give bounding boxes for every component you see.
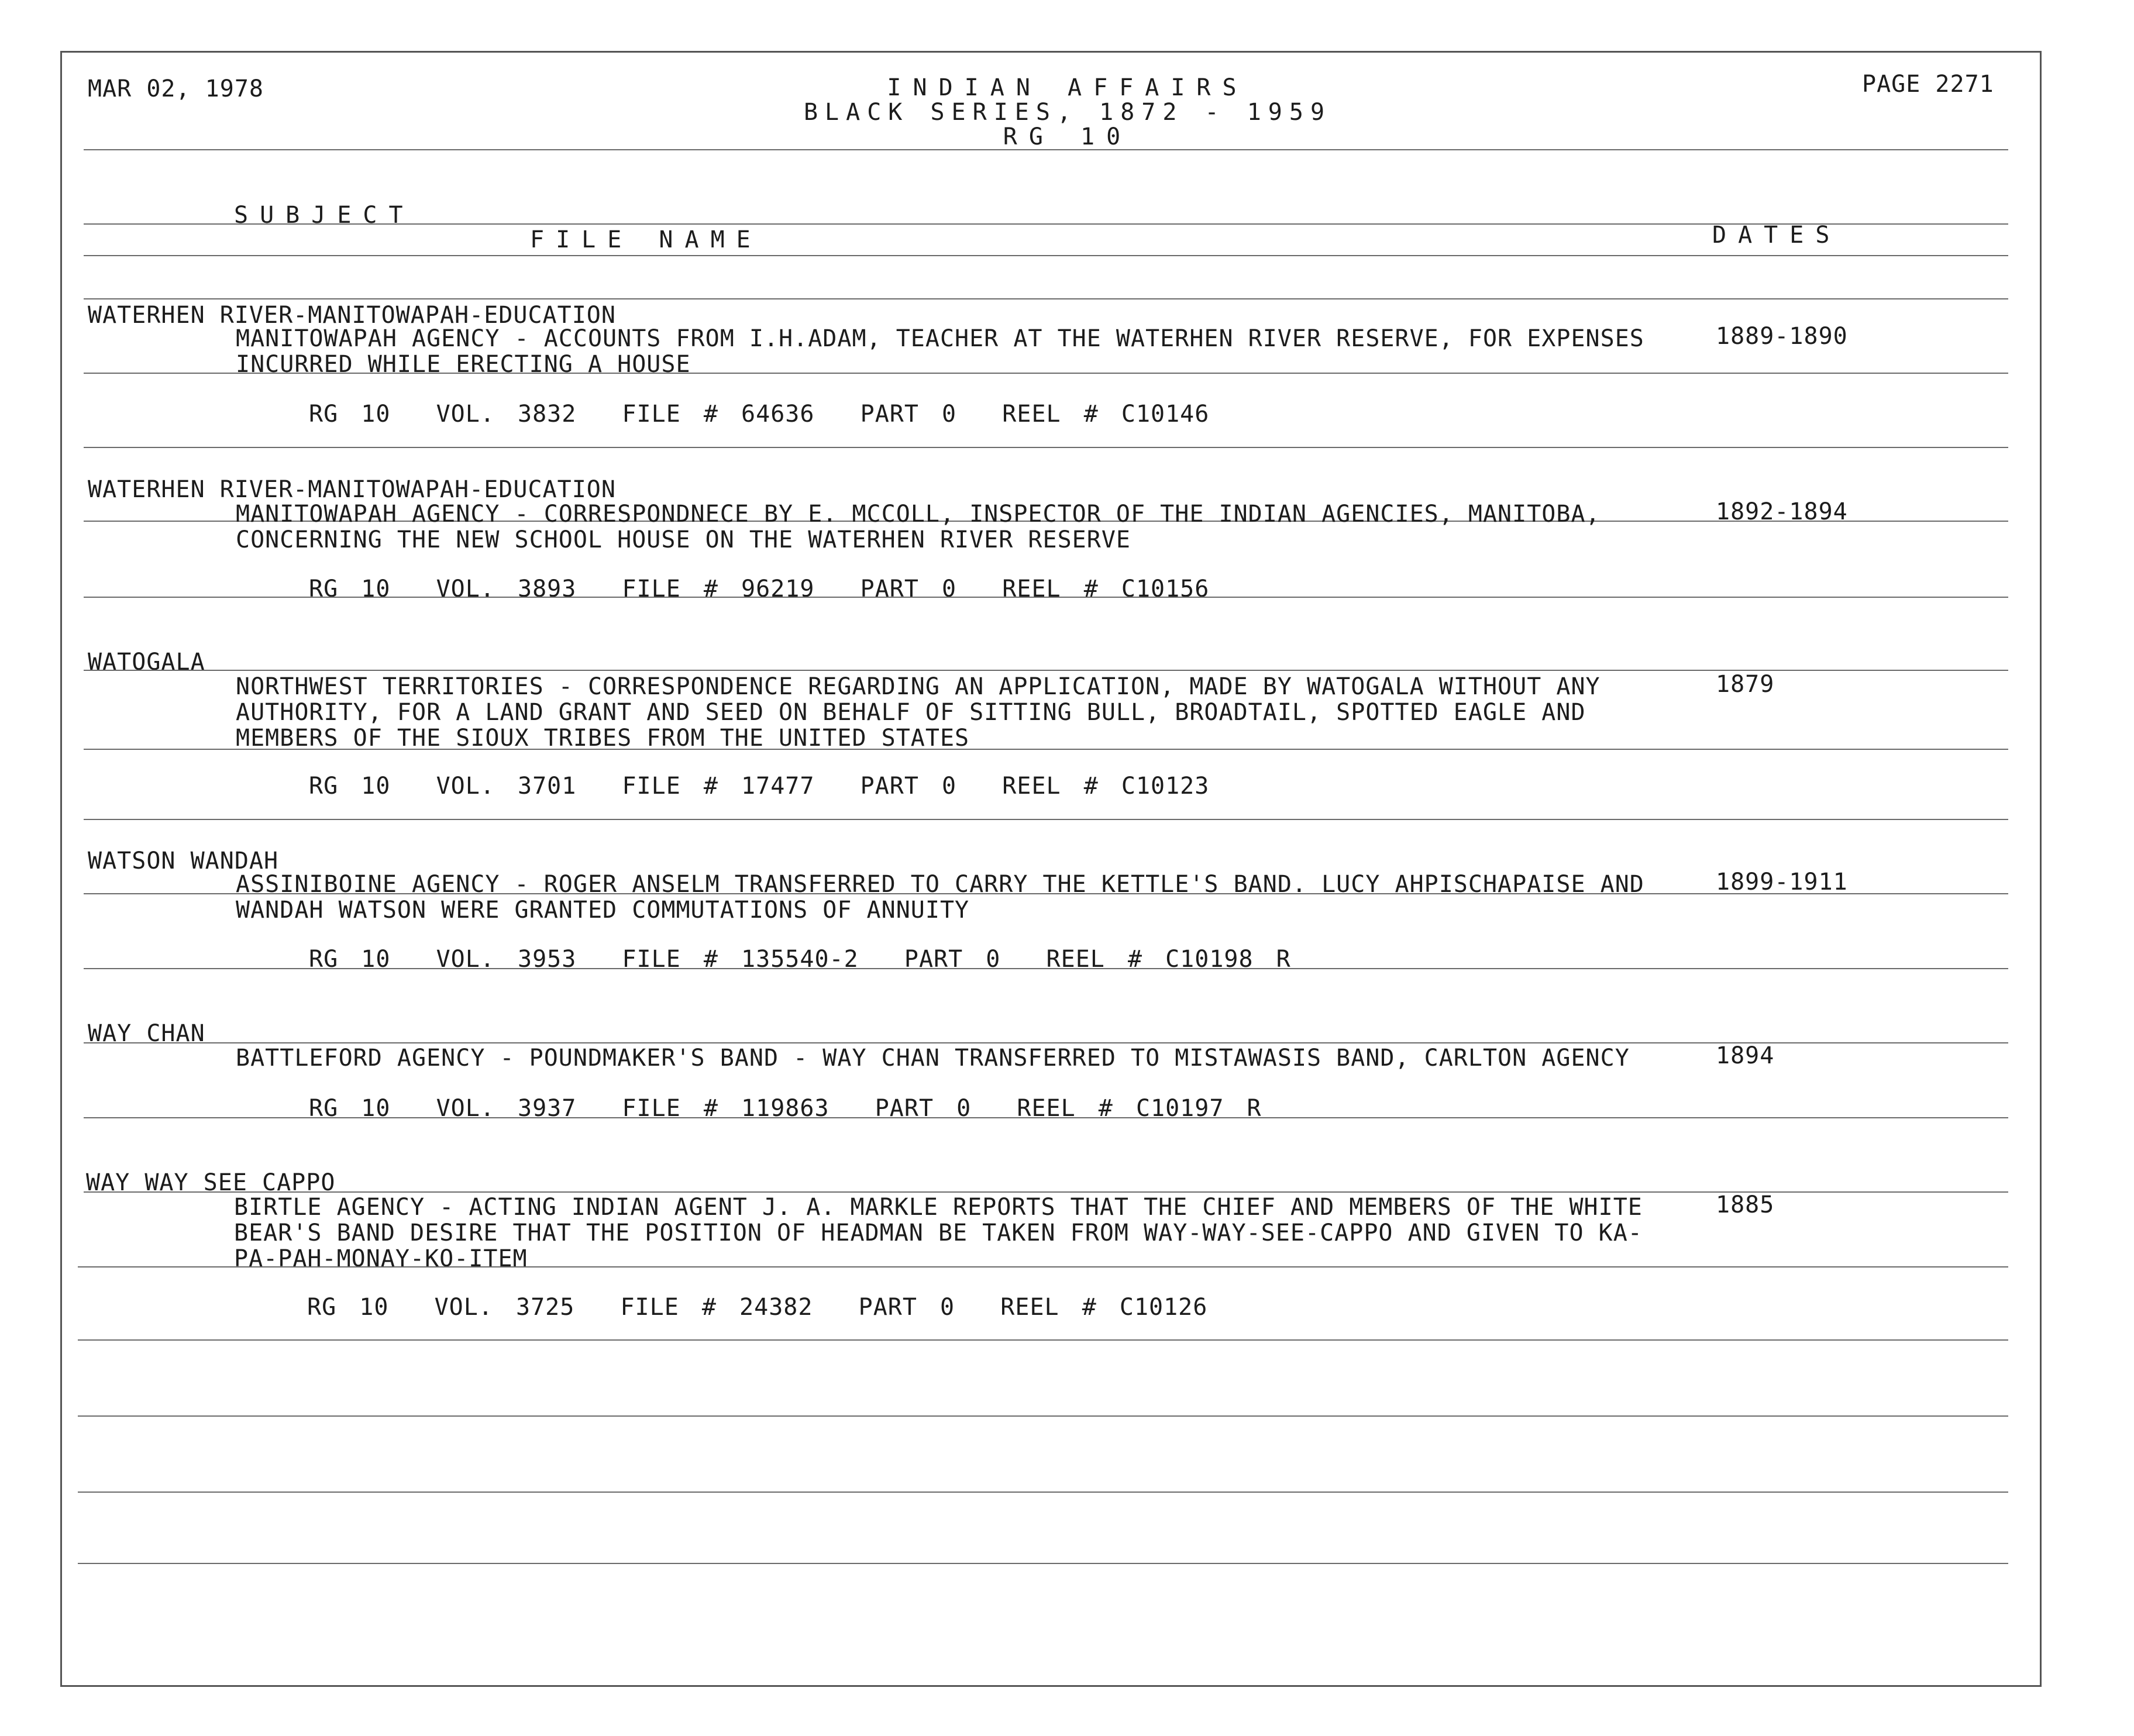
divider [84,819,2008,820]
divider [78,1266,2008,1267]
entry-file-name: BATTLEFORD AGENCY - POUNDMAKER'S BAND - WAY CHAN TRANSFERRED TO MISTAWASIS BAND, CARLTON AGENCY [236,1045,1630,1072]
entry-dates: 1894 [1716,1042,1775,1069]
column-header-file-name: FILE NAME [530,226,762,253]
divider [84,298,2008,299]
divider [84,373,2008,374]
entry-subject: WATERHEN RIVER-MANITOWAPAH-EDUCATION [88,476,616,503]
entry-reference: RG 10 VOL. 3832 FILE # 64636 PART 0 REEL # C10146 [309,401,1210,428]
entry-reference: RG 10 VOL. 3953 FILE # 135540-2 PART 0 REEL # C10198 R [309,946,1291,973]
divider [84,149,2008,150]
column-header-dates: DATES [1712,222,1842,249]
entry-file-name: NORTHWEST TERRITORIES - CORRESPONDENCE REGARDING AN APPLICATION, MADE BY WATOGALA WITHOUT ANY AUTHORITY, FOR A LAND GRANT AND SEED ON BEHALF OF SITTING BULL, BROADTAIL, SPOTTED EAGLE AND MEMBERS OF THE SIOUX TRIBES FROM THE UNITED STATES [236,673,1600,752]
entry-reference: RG 10 VOL. 3725 FILE # 24382 PART 0 REEL # C10126 [307,1294,1208,1321]
entry-reference: RG 10 VOL. 3893 FILE # 96219 PART 0 REEL # C10156 [309,576,1210,602]
entry-file-name: MANITOWAPAH AGENCY - ACCOUNTS FROM I.H.ADAM, TEACHER AT THE WATERHEN RIVER RESERVE, FOR EXPENSES INCURRED WHILE ERECTING A HOUSE [236,325,1644,378]
entry-subject: WAY WAY SEE CAPPO [86,1169,336,1196]
divider [78,1415,2008,1417]
entry-subject: WAY CHAN [88,1020,205,1047]
divider [84,255,2008,256]
entry-dates: 1892-1894 [1716,498,1848,525]
entry-subject: WATERHEN RIVER-MANITOWAPAH-EDUCATION [88,302,616,329]
divider [78,1339,2008,1341]
print-date: MAR 02, 1978 [88,75,264,102]
entry-dates: 1879 [1716,671,1775,698]
entry-dates: 1885 [1716,1191,1775,1218]
divider [84,749,2008,750]
divider [78,1563,2008,1564]
entry-dates: 1899-1911 [1716,869,1848,895]
entry-subject: WATOGALA [88,649,205,676]
entry-file-name: ASSINIBOINE AGENCY - ROGER ANSELM TRANSFERRED TO CARRY THE KETTLE'S BAND. LUCY AHPISCHAPAISE AND WANDAH WATSON WERE GRANTED COMMUTATIONS OF ANNUITY [236,871,1644,924]
entry-reference: RG 10 VOL. 3701 FILE # 17477 PART 0 REEL # C10123 [309,773,1210,800]
entry-subject: WATSON WANDAH [88,848,279,874]
divider [78,1492,2008,1493]
entry-file-name: BIRTLE AGENCY - ACTING INDIAN AGENT J. A. MARKLE REPORTS THAT THE CHIEF AND MEMBERS OF THE WHITE BEAR'S BAND DESIRE THAT THE POSITION OF HEADMAN BE TAKEN FROM WAY-WAY-SEE-CAPPO AND GIVEN TO KA-PA-PAH-MONAY-KO-ITEM [234,1194,1643,1272]
page-number: PAGE 2271 [1862,71,1994,98]
entry-file-name: MANITOWAPAH AGENCY - CORRESPONDNECE BY E. MCCOLL, INSPECTOR OF THE INDIAN AGENCIES, MANITOBA, CONCERNING THE NEW SCHOOL HOUSE ON THE WATERHEN RIVER RESERVE [236,501,1600,553]
title-line-3: RG 10 [1003,123,1133,150]
entry-dates: 1889-1890 [1716,323,1848,350]
title-line-2: BLACK SERIES, 1872 - 1959 [803,99,1332,126]
divider [84,1117,2008,1118]
divider [84,968,2008,969]
divider [84,597,2008,598]
divider [84,447,2008,448]
entry-reference: RG 10 VOL. 3937 FILE # 119863 PART 0 REEL # C10197 R [309,1095,1262,1122]
column-header-subject: SUBJECT [234,202,415,229]
title-line-1: INDIAN AFFAIRS [887,74,1248,101]
